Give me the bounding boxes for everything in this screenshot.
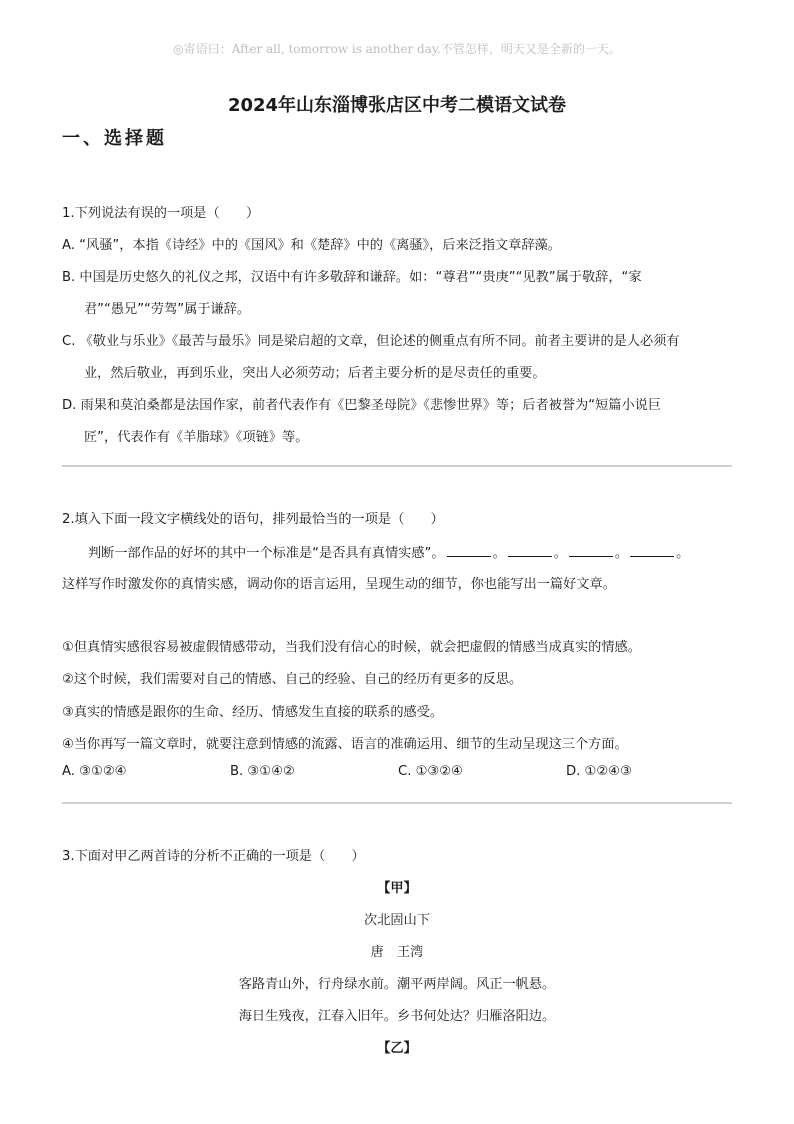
question-2-option-d: D. ①②④③ [566,764,632,779]
question-1-option-b-line-1: B. 中国是历史悠久的礼仪之邦，汉语中有许多敬辞和谦辞。如：“尊君”“贵庚”“见教”属于敬辞，“家 [62,270,642,285]
question-2-option-c: C. ①③②④ [398,764,463,779]
question-1-stem: 1.下列说法有误的一项是（ ） [62,206,260,221]
question-2-sentence-3: ③真实的情感是跟你的生命、经历、情感发生直接的联系的感受。 [62,705,444,720]
question-2-passage-text: 判断一部作品的好坏的其中一个标准是“是否具有真情实感”。 [88,546,445,561]
poem-line-1: 客路青山外，行舟绿水前。潮平两岸阔。风正一帆悬。 [238,977,556,992]
divider-1 [62,465,732,467]
blank-1 [447,544,491,557]
poem-jia-label: 【甲】 [377,881,417,896]
poem-title: 次北固山下 [364,913,430,928]
poem-line-2: 海日生残夜，江春入旧年。乡书何处达？归雁洛阳边。 [238,1009,556,1024]
question-3-stem: 3.下面对甲乙两首诗的分析不正确的一项是（ ） [62,849,365,864]
question-2-sentence-1: ①但真情实感很容易被虚假情感带动，当我们没有信心的时候，就会把虚假的情感当成真实的情感。 [62,640,641,655]
question-2-sentence-4: ④当你再写一篇文章时，就要注意到情感的流露、语言的准确运用、细节的生动呈现这三个方面。 [62,737,628,752]
blank-2 [508,544,552,557]
poem-yi-label: 【乙】 [377,1041,417,1056]
divider-2 [62,802,732,804]
question-2-option-b: B. ③①④② [230,764,295,779]
header-motto: ◎寄语曰：After all, tomorrow is another day.不管怎样，明天又是全新的一天。 [173,42,621,56]
question-1-option-a: A. “风骚”，本指《诗经》中的《国风》和《楚辞》中的《离骚》，后来泛指文章辞藻。 [62,238,561,253]
question-1-option-b-line-2: 君”“愚兄”“劳驾”属于谦辞。 [84,302,251,317]
question-2-passage-line-1 [88,542,689,561]
blank-4 [630,544,674,557]
blank-group: 。 。 。 。 [445,542,690,561]
question-1-option-d-line-1: D. 雨果和莫泊桑都是法国作家，前者代表作有《巴黎圣母院》《悲惨世界》等；后者被誉为“短篇小说巨 [62,398,662,413]
page-title: 2024年山东淄博张店区中考二模语文试卷 [227,95,567,116]
question-1-option-d-line-2: 匠”，代表作有《羊脂球》《项链》等。 [84,430,309,445]
question-2-sentence-2: ②这个时候，我们需要对自己的情感、自己的经验、自己的经历有更多的反思。 [62,672,523,687]
question-1-option-c-line-1: C. 《敬业与乐业》《最苦与最乐》同是梁启超的文章，但论述的侧重点有所不同。前者主要讲的是人必须有 [62,334,680,349]
poem-author: 唐 王湾 [370,945,424,960]
question-2-passage-line-2: 这样写作时激发你的真情实感，调动你的语言运用，呈现生动的细节，你也能写出一篇好文章。 [62,577,616,592]
question-2-stem: 2.填入下面一段文字横线处的语句，排列最恰当的一项是（ ） [62,512,444,527]
question-1-option-c-line-2: 业，然后敬业，再到乐业，突出人必须劳动；后者主要分析的是尽责任的重要。 [84,366,546,381]
question-2-option-a: A. ③①②④ [62,764,127,779]
blank-3 [569,544,613,557]
section-heading: 一、选择题 [62,128,167,149]
